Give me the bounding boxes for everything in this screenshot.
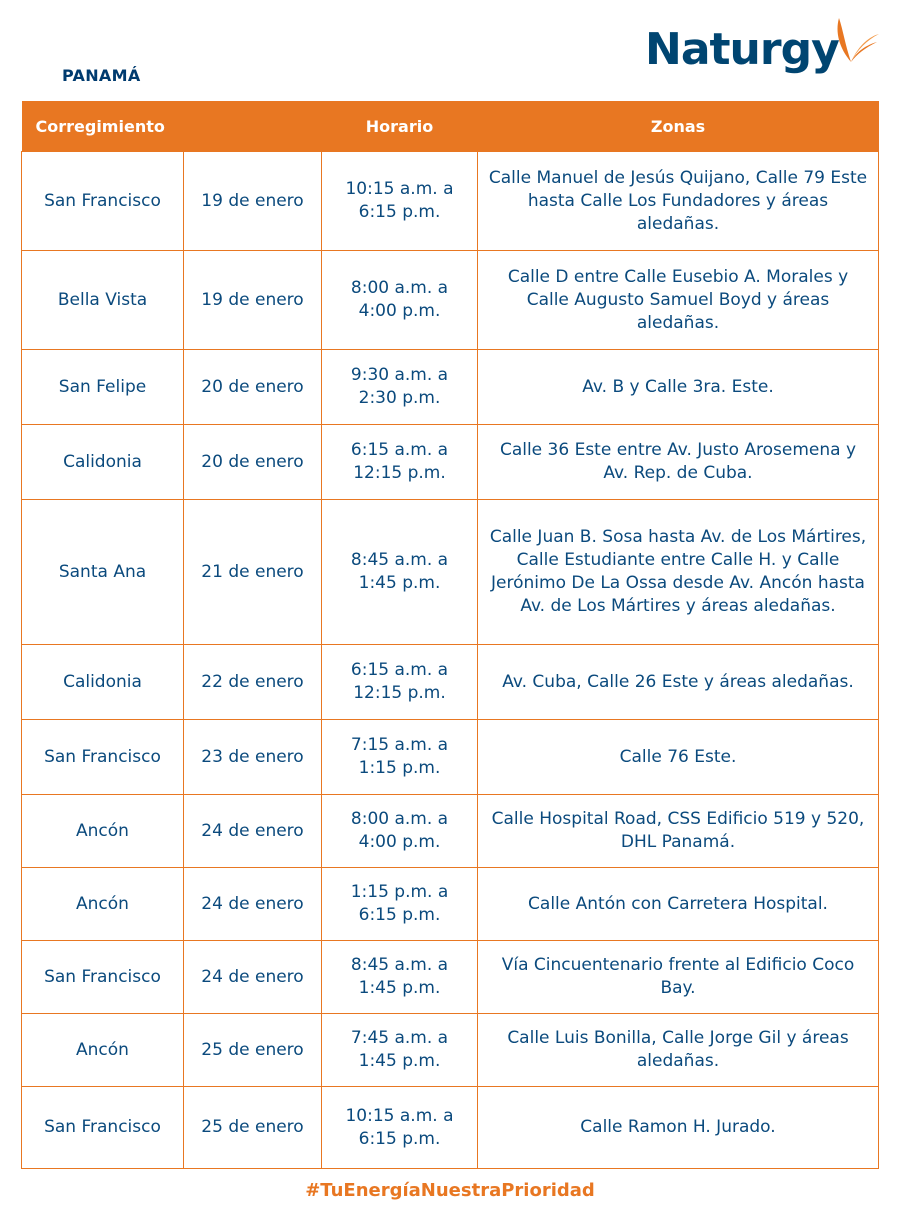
logo-wordmark: Naturgy <box>645 24 839 75</box>
table-row <box>22 1087 879 1169</box>
cell-zonas: Calle Hospital Road, CSS Edificio 519 y 520, DHL Panamá. <box>478 795 879 868</box>
region-label: PANAMÁ <box>62 66 141 85</box>
cell-fecha: 20 de enero <box>184 350 322 425</box>
cell-zonas: Vía Cincuentenario frente al Edificio Coco Bay. <box>478 941 879 1014</box>
header-zonas: Zonas <box>478 101 879 152</box>
cell-corregimiento: San Francisco <box>22 152 184 251</box>
cell-corregimiento: Ancón <box>22 868 184 941</box>
cell-corregimiento: Santa Ana <box>22 500 184 645</box>
table-row <box>22 868 879 941</box>
cell-fecha: 25 de enero <box>184 1014 322 1087</box>
table-row <box>22 500 879 645</box>
hashtag-footer: #TuEnergíaNuestraPrioridad <box>305 1180 595 1201</box>
cell-zonas: Calle 76 Este. <box>478 720 879 795</box>
table-row <box>22 425 879 500</box>
cell-corregimiento: San Felipe <box>22 350 184 425</box>
schedule-table <box>21 101 879 1169</box>
cell-zonas: Calle Luis Bonilla, Calle Jorge Gil y áreas aledañas. <box>478 1014 879 1087</box>
cell-horario: 7:45 a.m. a 1:45 p.m. <box>322 1014 478 1087</box>
cell-horario: 7:15 a.m. a 1:15 p.m. <box>322 720 478 795</box>
table-header-row <box>22 101 879 152</box>
header-spacer <box>184 101 322 152</box>
header-horario: Horario <box>322 101 478 152</box>
naturgy-logo <box>645 14 885 84</box>
cell-fecha: 19 de enero <box>184 251 322 350</box>
table-row <box>22 795 879 868</box>
cell-horario: 8:00 a.m. a 4:00 p.m. <box>322 251 478 350</box>
cell-zonas: Calle Antón con Carretera Hospital. <box>478 868 879 941</box>
cell-zonas: Av. Cuba, Calle 26 Este y áreas aledañas. <box>478 645 879 720</box>
cell-zonas: Av. B y Calle 3ra. Este. <box>478 350 879 425</box>
cell-fecha: 19 de enero <box>184 152 322 251</box>
cell-corregimiento: Ancón <box>22 1014 184 1087</box>
cell-fecha: 20 de enero <box>184 425 322 500</box>
cell-fecha: 21 de enero <box>184 500 322 645</box>
cell-horario: 8:45 a.m. a 1:45 p.m. <box>322 941 478 1014</box>
table-row <box>22 941 879 1014</box>
cell-corregimiento: San Francisco <box>22 720 184 795</box>
cell-horario: 6:15 a.m. a 12:15 p.m. <box>322 425 478 500</box>
cell-zonas: Calle Juan B. Sosa hasta Av. de Los Mártires, Calle Estudiante entre Calle H. y Calle Jerónimo De La Ossa desde Av. Ancón hasta Av. de Los Mártires y áreas aledañas. <box>478 500 879 645</box>
cell-zonas: Calle D entre Calle Eusebio A. Morales y Calle Augusto Samuel Boyd y áreas aledañas. <box>478 251 879 350</box>
cell-zonas: Calle 36 Este entre Av. Justo Arosemena y Av. Rep. de Cuba. <box>478 425 879 500</box>
cell-corregimiento: Bella Vista <box>22 251 184 350</box>
butterfly-icon <box>833 14 881 74</box>
header-corregimiento: Corregimiento <box>22 101 184 152</box>
cell-horario: 10:15 a.m. a 6:15 p.m. <box>322 152 478 251</box>
cell-fecha: 25 de enero <box>184 1087 322 1169</box>
cell-horario: 8:45 a.m. a 1:45 p.m. <box>322 500 478 645</box>
cell-corregimiento: Calidonia <box>22 425 184 500</box>
cell-horario: 8:00 a.m. a 4:00 p.m. <box>322 795 478 868</box>
cell-fecha: 24 de enero <box>184 941 322 1014</box>
cell-horario: 9:30 a.m. a 2:30 p.m. <box>322 350 478 425</box>
cell-fecha: 24 de enero <box>184 868 322 941</box>
cell-corregimiento: San Francisco <box>22 941 184 1014</box>
table-row <box>22 152 879 251</box>
cell-corregimiento: Ancón <box>22 795 184 868</box>
cell-corregimiento: San Francisco <box>22 1087 184 1169</box>
cell-corregimiento: Calidonia <box>22 645 184 720</box>
cell-horario: 10:15 a.m. a 6:15 p.m. <box>322 1087 478 1169</box>
table-row <box>22 720 879 795</box>
table-row <box>22 350 879 425</box>
cell-horario: 6:15 a.m. a 12:15 p.m. <box>322 645 478 720</box>
cell-zonas: Calle Manuel de Jesús Quijano, Calle 79 Este hasta Calle Los Fundadores y áreas aledañas. <box>478 152 879 251</box>
table-row <box>22 251 879 350</box>
cell-fecha: 23 de enero <box>184 720 322 795</box>
cell-zonas: Calle Ramon H. Jurado. <box>478 1087 879 1169</box>
cell-fecha: 22 de enero <box>184 645 322 720</box>
table-row <box>22 645 879 720</box>
cell-fecha: 24 de enero <box>184 795 322 868</box>
cell-horario: 1:15 p.m. a 6:15 p.m. <box>322 868 478 941</box>
table-row <box>22 1014 879 1087</box>
